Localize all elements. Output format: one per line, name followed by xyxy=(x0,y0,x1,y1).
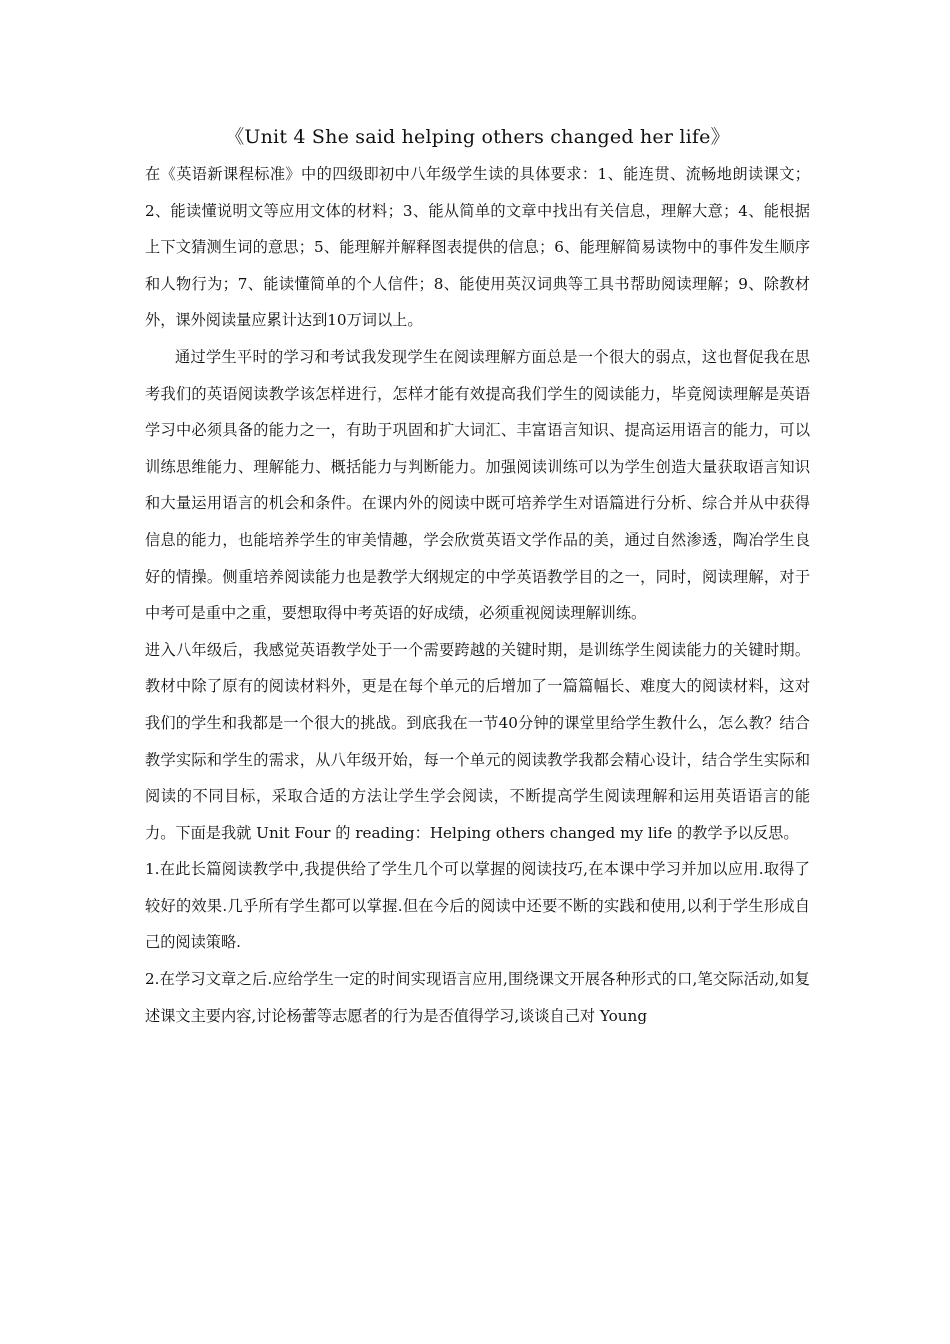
paragraph-reflection-2: 2.在学习文章之后.应给学生一定的时间实现语言应用,围绕课文开展各种形式的口,笔交际活动,如复述课文主要内容,讨论杨蕾等志愿者的行为是否值得学习,谈谈自己对 Young xyxy=(145,970,810,1025)
document-title: 《Unit 4 She said helping others changed her life》 xyxy=(225,126,730,148)
paragraph-reading-weakness: 通过学生平时的学习和考试我发现学生在阅读理解方面总是一个很大的弱点，这也督促我在思考我们的英语阅读教学该怎样进行，怎样才能有效提高我们学生的阅读能力，毕竟阅读理解是英语学习中必须具备的能力之一，有助于巩固和扩大词汇、丰富语言知识、提高运用语言的能力，可以训练思维能力、理解能力、概括能力与判断能力。加强阅读训练可以为学生创造大量获取语言知识和大量运用语言的机会和条件。在课内外的阅读中既可培养学生对语篇进行分析、综合并从中获得信息的能力，也能培养学生的审美情趣，学会欣赏英语文学作品的美，通过自然渗透，陶冶学生良好的情操。侧重培养阅读能力也是教学大纲规定的中学英语教学目的之一，同时，阅读理解，对于中考可是重中之重，要想取得中考英语的好成绩，必须重视阅读理解训练。 xyxy=(145,347,810,623)
paragraph-curriculum-standards: 在《英语新课程标准》中的四级即初中八年级学生读的具体要求：1、能连贯、流畅地朗读课文；2、能读懂说明文等应用文体的材料；3、能从简单的文章中找出有关信息，理解大意；4、能根据上下文猜测生词的意思；5、能理解并解释图表提供的信息；6、能理解简易读物中的事件发生顺序和人物行为；7、能读懂简单的个人信件；8、能使用英汉词典等工具书帮助阅读理解；9、除教材外，课外阅读量应累计达到10万词以上。 xyxy=(145,165,810,330)
paragraph-grade-eight: 进入八年级后，我感觉英语教学处于一个需要跨越的关键时期，是训练学生阅读能力的关键时期。教材中除了原有的阅读材料外，更是在每个单元的后增加了一篇篇幅长、难度大的阅读材料，这对我们的学生和我都是一个很大的挑战。到底我在一节40分钟的课堂里给学生教什么，怎么教？结合教学实际和学生的需求，从八年级开始，每一个单元的阅读教学我都会精心设计，结合学生实际和阅读的不同目标，采取合适的方法让学生学会阅读，不断提高学生阅读理解和运用英语语言的能力。下面是我就 Unit Four 的 reading：Helping others changed my life 的教学予以反思。 xyxy=(145,640,810,842)
paragraph-reflection-1: 1.在此长篇阅读教学中,我提供给了学生几个可以掌握的阅读技巧,在本课中学习并加以应用.取得了较好的效果.几乎所有学生都可以掌握.但在今后的阅读中还要不断的实践和使用,以利于学生形成自己的阅读策略. xyxy=(145,860,810,952)
